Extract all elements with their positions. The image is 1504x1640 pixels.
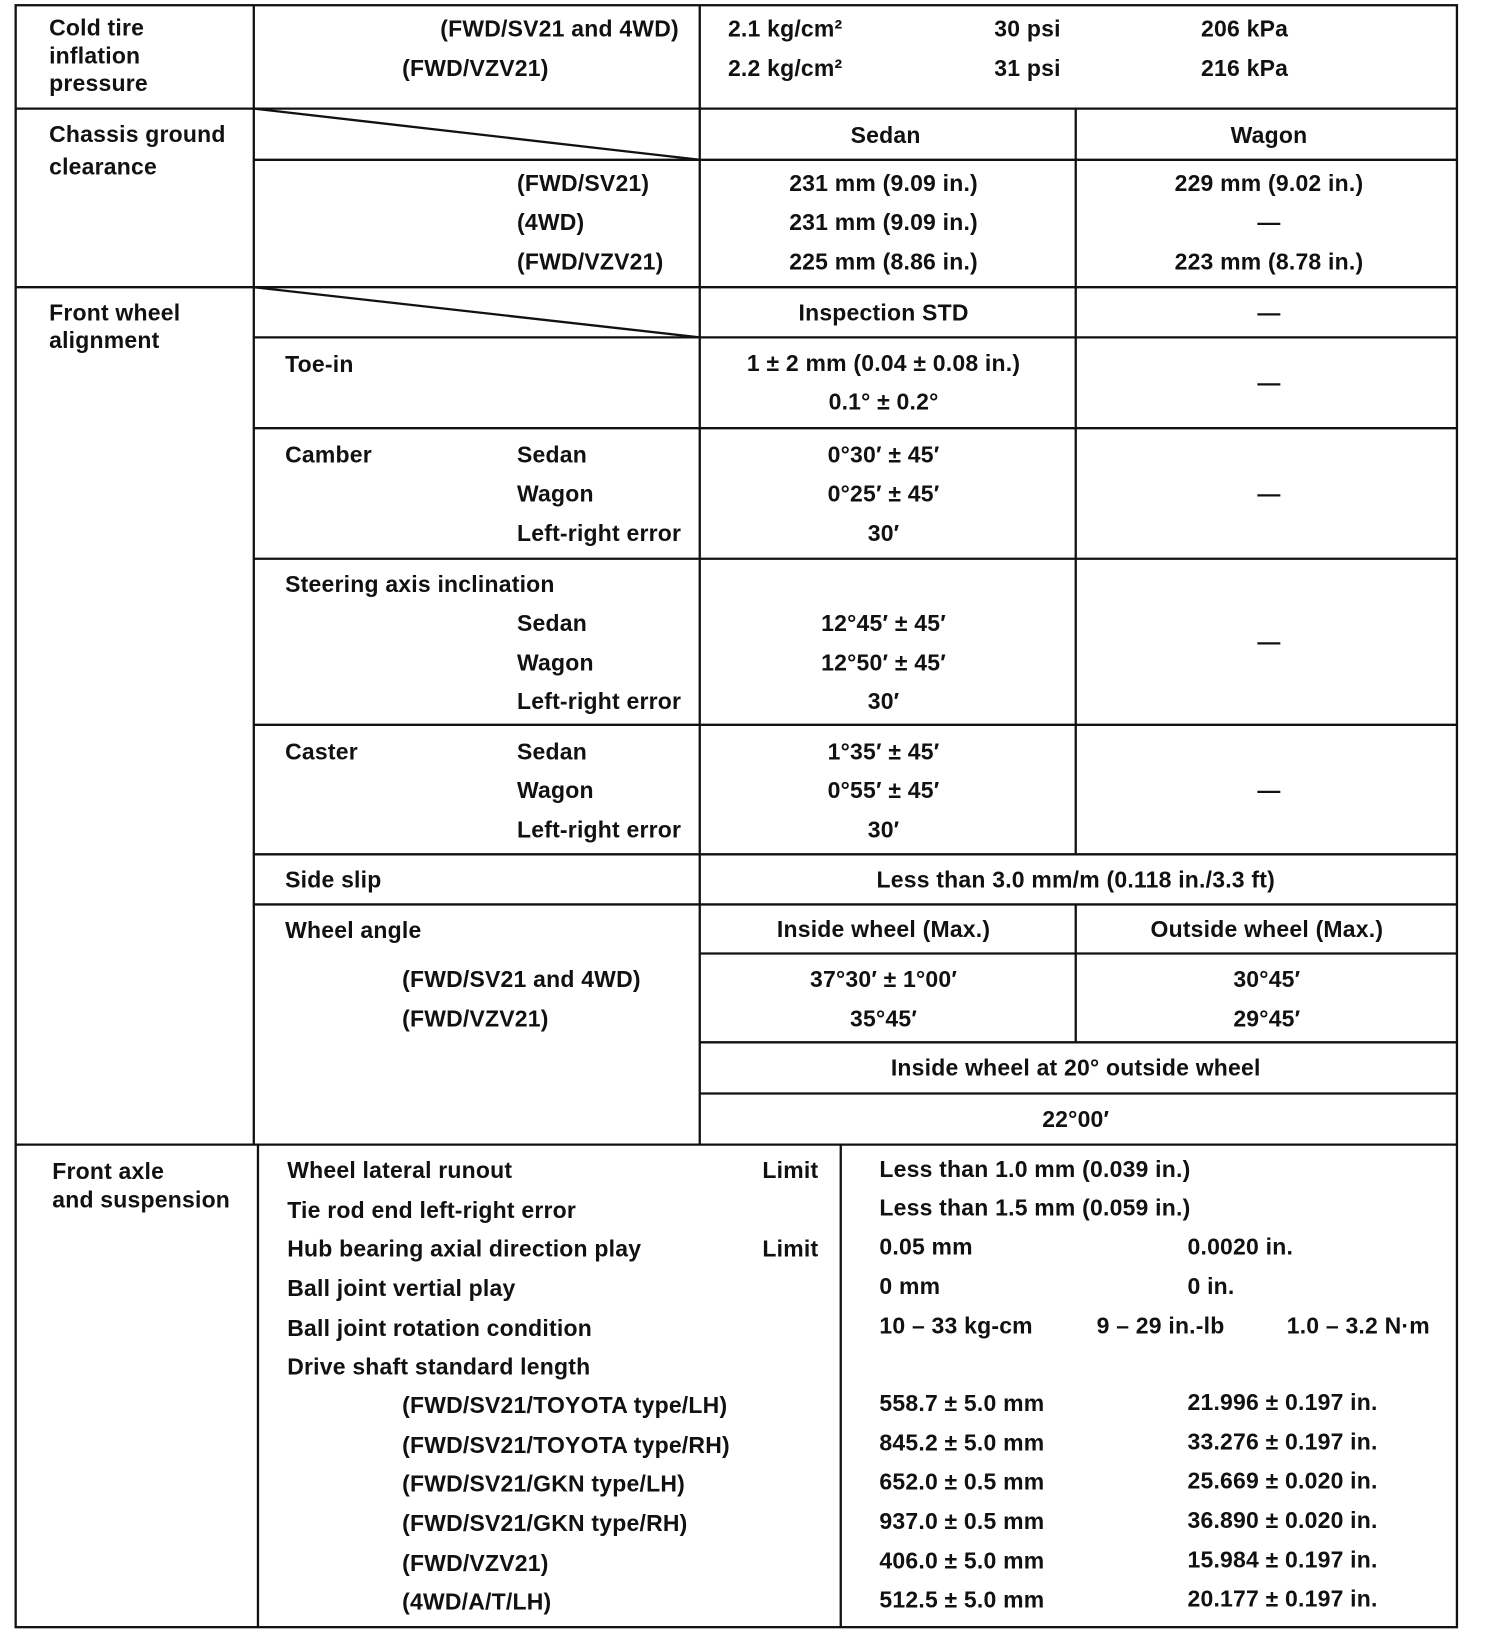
- column-header: Outside wheel (Max.): [1150, 915, 1384, 943]
- section-label: pressure: [49, 69, 148, 97]
- model-label: (FWD/SV21): [516, 170, 650, 197]
- sub-label: Sedan: [516, 441, 587, 468]
- value: 558.7 ± 5.0 mm: [879, 1390, 1045, 1417]
- value: 225 mm (8.86 in.): [789, 248, 978, 275]
- value: 12°50′ ± 45′: [821, 649, 946, 676]
- section-label: clearance: [49, 153, 158, 180]
- value: 12°45′ ± 45′: [821, 609, 946, 637]
- value: —: [1257, 208, 1281, 235]
- value: 1°35′ ± 45′: [827, 738, 940, 765]
- value: 937.0 ± 0.5 mm: [879, 1508, 1045, 1535]
- value: 22°00′: [1042, 1106, 1110, 1133]
- value: 216 kPa: [1201, 55, 1289, 82]
- value: 0 mm: [879, 1273, 941, 1300]
- value: 37°30′ ± 1°00′: [809, 966, 958, 993]
- value: 25.669 ± 0.020 in.: [1187, 1467, 1378, 1494]
- value: 223 mm (8.78 in.): [1174, 248, 1364, 275]
- column-header: —: [1257, 299, 1281, 326]
- item-label: Caster: [285, 738, 358, 765]
- model-label: (FWD/VZV21): [402, 1005, 549, 1032]
- value: 15.984 ± 0.197 in.: [1187, 1546, 1378, 1573]
- limit-label: Limit: [762, 1235, 819, 1262]
- value: 0 in.: [1187, 1273, 1235, 1300]
- value: 845.2 ± 5.0 mm: [879, 1429, 1045, 1456]
- value: 2.1 kg/cm²: [727, 15, 843, 42]
- limit-label: Limit: [762, 1157, 819, 1184]
- model-label: (4WD/A/T/LH): [402, 1588, 552, 1615]
- item-label: Toe-in: [285, 350, 354, 378]
- sub-label: Sedan: [516, 609, 587, 637]
- sub-label: Left-right error: [516, 688, 682, 715]
- value: 0°30′ ± 45′: [827, 441, 940, 468]
- value: 10 – 33 kg-cm: [879, 1312, 1033, 1339]
- value: 0°55′ ± 45′: [827, 777, 940, 804]
- sub-label: Left-right error: [516, 520, 682, 547]
- model-label: (FWD/VZV21): [516, 248, 664, 275]
- value: 30°45′: [1233, 966, 1301, 993]
- value: 1 ± 2 mm (0.04 ± 0.08 in.): [746, 349, 1021, 376]
- section-label: Chassis ground: [49, 121, 226, 148]
- value: 206 kPa: [1201, 15, 1289, 42]
- value: 231 mm (9.09 in.): [789, 170, 978, 197]
- value: 36.890 ± 0.020 in.: [1187, 1507, 1378, 1534]
- value: 406.0 ± 5.0 mm: [879, 1547, 1045, 1574]
- value: 229 mm (9.02 in.): [1174, 170, 1364, 197]
- section-label: alignment: [49, 326, 160, 354]
- model-label: (FWD/VZV21): [402, 1549, 549, 1576]
- value: 0.05 mm: [879, 1233, 973, 1260]
- item-label: Steering axis inclination: [285, 571, 555, 598]
- value: 0°25′ ± 45′: [827, 480, 940, 507]
- value: 0.1° ± 0.2°: [828, 388, 939, 415]
- sub-label: Wagon: [516, 777, 594, 804]
- value: 21.996 ± 0.197 in.: [1187, 1389, 1378, 1416]
- value: 30′: [867, 520, 900, 547]
- section-label: inflation: [49, 42, 141, 69]
- value: —: [1257, 777, 1281, 804]
- model-label: (FWD/VZV21): [402, 55, 549, 82]
- model-label: (FWD/SV21 and 4WD): [402, 966, 641, 993]
- sub-label: Left-right error: [516, 816, 682, 843]
- value: Less than 3.0 mm/m (0.118 in./3.3 ft): [876, 866, 1275, 893]
- column-header: Sedan: [850, 122, 921, 149]
- column-header: Inspection STD: [798, 299, 969, 326]
- value: —: [1257, 369, 1281, 396]
- value: —: [1257, 480, 1281, 507]
- value: 2.2 kg/cm²: [727, 55, 843, 82]
- sub-label: Sedan: [516, 738, 587, 765]
- column-header: Inside wheel (Max.): [776, 915, 991, 943]
- section-label: Front wheel: [49, 299, 181, 326]
- value: 29°45′: [1233, 1005, 1301, 1032]
- sub-label: Wagon: [516, 649, 594, 676]
- column-header: Wagon: [1230, 122, 1308, 149]
- value: 33.276 ± 0.197 in.: [1187, 1428, 1378, 1455]
- section-label: Front axle: [52, 1158, 165, 1185]
- section-label: and suspension: [52, 1186, 231, 1213]
- value: 231 mm (9.09 in.): [789, 208, 978, 235]
- model-label: (FWD/SV21/GKN type/RH): [402, 1510, 688, 1537]
- model-label: (FWD/SV21/GKN type/LH): [402, 1470, 685, 1497]
- value: 9 – 29 in.-lb: [1096, 1312, 1225, 1339]
- value: 30 psi: [994, 15, 1061, 42]
- value: 1.0 – 3.2 N·m: [1286, 1312, 1430, 1339]
- value: 35°45′: [850, 1005, 918, 1032]
- value: 30′: [867, 688, 900, 715]
- value: Less than 1.0 mm (0.039 in.): [879, 1156, 1191, 1183]
- value: 512.5 ± 5.0 mm: [879, 1586, 1045, 1613]
- sub-label: Wagon: [516, 480, 594, 507]
- item-label: Side slip: [285, 866, 382, 893]
- value: 0.0020 in.: [1187, 1233, 1294, 1260]
- value: 20.177 ± 0.197 in.: [1187, 1585, 1378, 1612]
- section-label: Cold tire: [49, 14, 145, 41]
- value: 31 psi: [994, 55, 1061, 82]
- value: —: [1257, 628, 1281, 655]
- item-label: Camber: [285, 441, 372, 468]
- model-label: (FWD/SV21/TOYOTA type/RH): [402, 1431, 730, 1458]
- item-label: Ball joint rotation condition: [287, 1314, 592, 1342]
- model-label: (FWD/SV21 and 4WD): [440, 15, 679, 42]
- column-header: Inside wheel at 20° outside wheel: [890, 1054, 1261, 1081]
- value: Less than 1.5 mm (0.059 in.): [879, 1194, 1191, 1221]
- item-label: Drive shaft standard length: [287, 1353, 591, 1380]
- item-label: Ball joint vertial play: [287, 1275, 516, 1302]
- item-label: Hub bearing axial direction play: [287, 1235, 642, 1262]
- item-label: Tie rod end left-right error: [287, 1196, 577, 1223]
- value: 652.0 ± 0.5 mm: [879, 1468, 1045, 1495]
- item-label: Wheel lateral runout: [287, 1157, 513, 1184]
- model-label: (4WD): [516, 208, 585, 235]
- model-label: (FWD/SV21/TOYOTA type/LH): [402, 1392, 728, 1419]
- value: 30′: [867, 816, 900, 843]
- item-label: Wheel angle: [285, 916, 422, 944]
